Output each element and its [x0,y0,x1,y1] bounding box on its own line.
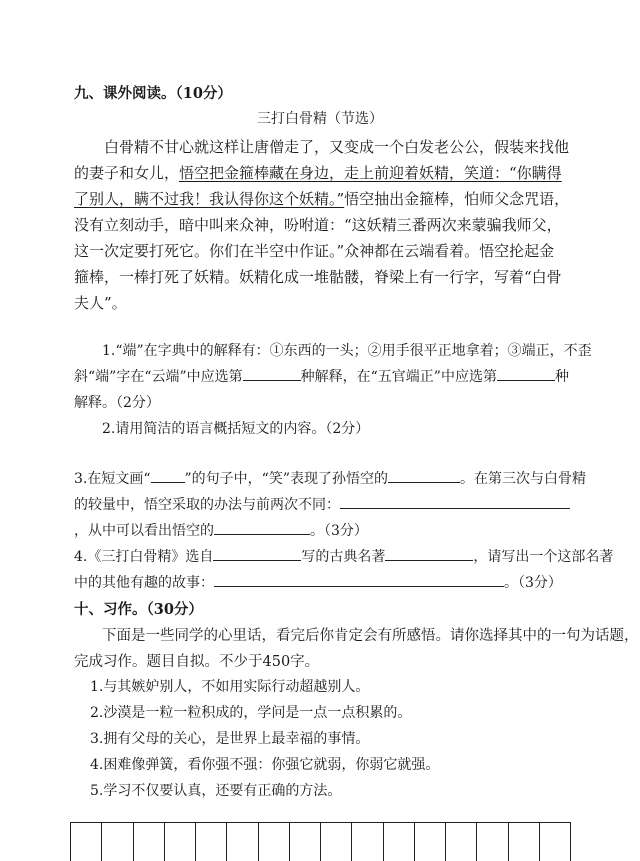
grid-cell[interactable] [509,823,540,861]
writing-grid[interactable] [70,822,571,861]
writing-intro: 完成习作。题目自拟。不少于450字。 [74,654,320,670]
grid-cell[interactable] [71,823,102,861]
answer-blank[interactable] [497,366,555,381]
answer-blank[interactable] [214,572,504,587]
prompt-item: 4.困难像弹簧，看你强不强：你强它就弱，你弱它就强。 [90,757,440,773]
grid-cell[interactable] [477,823,508,861]
question-4-line2: 中的其他有趣的故事： 。（3分） [74,572,562,592]
answer-blank[interactable] [151,468,185,483]
question-1-line2: 斜“端”字在“云端”中应选第 种解释，在“五官端正”中应选第 种 [74,366,569,386]
underlined-sentence: 了别人，瞒不过我！我认得你这个妖精。” [74,190,345,208]
question-3-line3: ，从中可以看出悟空的 。（3分） [74,520,368,540]
question-4-line1: 4.《三打白骨精》选自 写的古典名著 ，请写出一个这部名著 [74,546,613,566]
answer-blank[interactable] [243,366,301,381]
grid-cell[interactable] [290,823,321,861]
grid-cell[interactable] [446,823,477,861]
grid-cell[interactable] [134,823,165,861]
question-2: 2.请用简洁的语言概括短文的内容。（2分） [102,421,370,437]
section-9-heading: 九、课外阅读。（10分） [74,85,232,102]
answer-blank[interactable] [214,520,310,535]
grid-cell[interactable] [352,823,383,861]
passage-line: 了别人，瞒不过我！我认得你这个妖精。”悟空抽出金箍棒，怕师父念咒语， [74,190,570,208]
grid-cell[interactable] [540,823,571,861]
grid-cell[interactable] [259,823,290,861]
writing-intro: 下面是一些同学的心里话，看完后你肯定会有所感悟。请你选择其中的一句为话题， [102,628,639,644]
passage-line: 夫人”。 [74,294,127,312]
question-3-line1: 3.在短文画“ ”的句子中，“笑”表现了孙悟空的 。在第三次与白骨精 [74,468,586,488]
grid-cell[interactable] [321,823,352,861]
passage-line: 没有立刻动手，暗中叫来众神，吩咐道：“这妖精三番两次来蒙骗我师父， [74,216,562,234]
question-1-line3: 解释。（2分） [74,395,160,411]
passage-line: 箍棒，一棒打死了妖精。妖精化成一堆骷髅，脊梁上有一行字，写着“白骨 [74,268,562,286]
grid-cell[interactable] [196,823,227,861]
section-10-heading: 十、习作。（30分） [74,601,203,618]
grid-cell[interactable] [102,823,133,861]
grid-cell[interactable] [415,823,446,861]
answer-blank[interactable] [388,468,460,483]
grid-cell[interactable] [384,823,415,861]
answer-blank[interactable] [340,494,570,509]
reading-passage [74,134,574,316]
question-1-line1: 1.“端”在字典中的解释有：①东西的一头；②用手很平正地拿着；③端正，不歪 [102,343,592,359]
grid-cell[interactable] [227,823,258,861]
grid-cell[interactable] [165,823,196,861]
passage-line: 白骨精不甘心就这样让唐僧走了，又变成一个白发老公公，假装来找他 [104,138,570,156]
passage-title: 三打白骨精（节选） [257,111,383,127]
prompt-item: 2.沙漠是一粒一粒积成的，学问是一点一点积累的。 [90,705,412,721]
passage-line: 的妻子和女儿，悟空把金箍棒藏在身边，走上前迎着妖精，笑道：“你瞒得 [74,164,562,182]
prompt-item: 5.学习不仅要认真，还要有正确的方法。 [90,783,342,799]
question-3-line2: 的较量中，悟空采取的办法与前两次不同： [74,494,570,514]
answer-blank[interactable] [385,546,473,561]
prompt-item: 3.拥有父母的关心，是世界上最幸福的事情。 [90,731,370,747]
answer-blank[interactable] [213,546,301,561]
prompt-item: 1.与其嫉妒别人，不如用实际行动超越别人。 [90,679,370,695]
passage-line: 这一次定要打死它。你们在半空中作证。”众神都在云端看着。悟空抡起金 [74,242,555,260]
underlined-sentence: 悟空把金箍棒藏在身边，走上前迎着妖精，笑道：“你瞒得 [179,164,562,182]
